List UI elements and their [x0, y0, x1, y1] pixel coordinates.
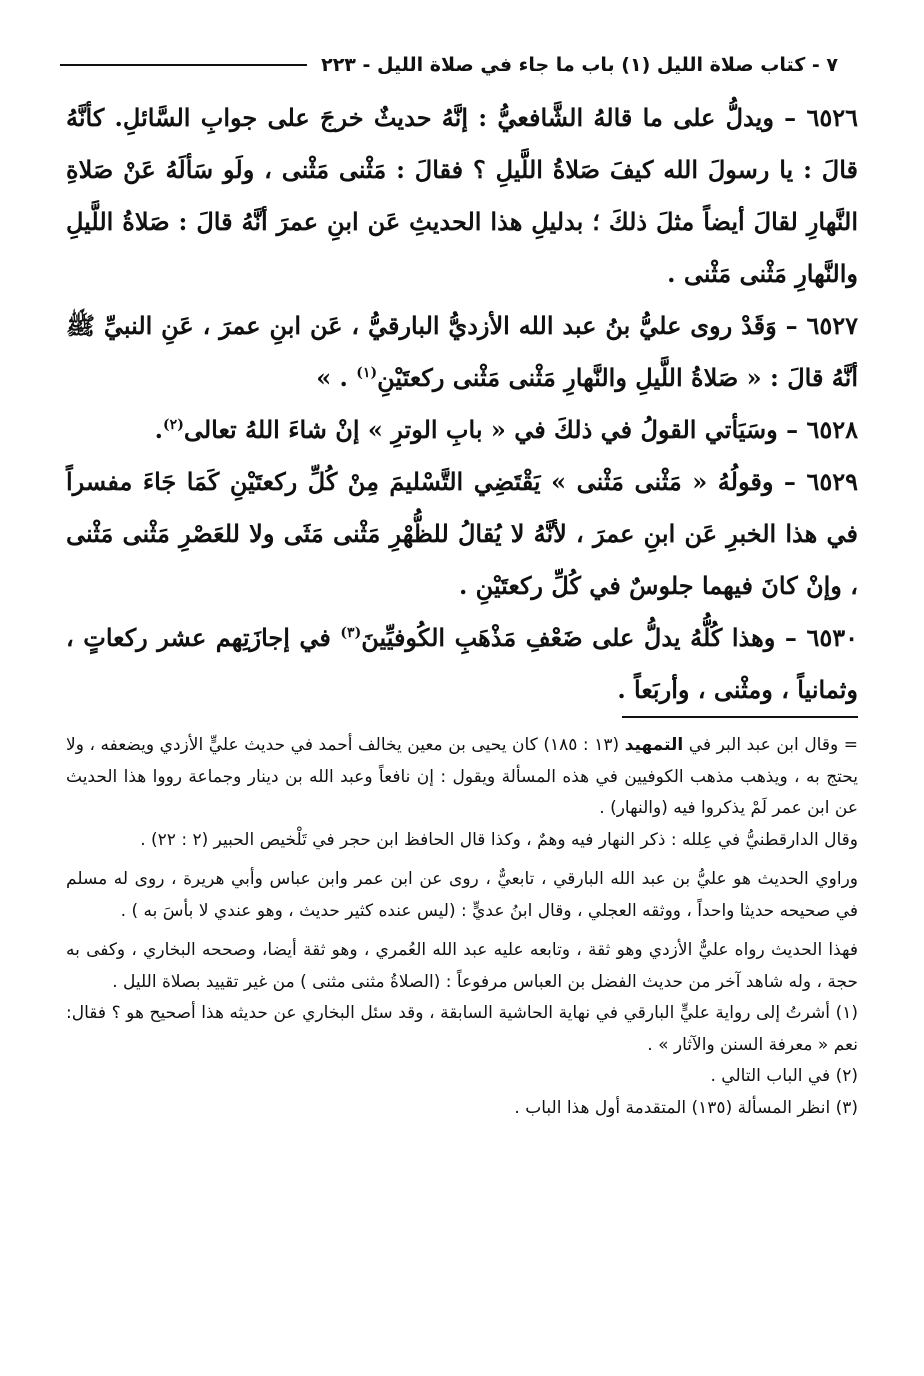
footnote-2: (٢) في الباب التالي .: [710, 1066, 858, 1086]
footnote-text: = وقال ابن عبد البر في: [683, 735, 858, 755]
main-text: [66, 92, 858, 716]
paragraph-text: – ويدلُّ على ما قالهُ الشَّافعيُّ : إنَّهُ حديثٌ خرجَ على جوابِ السَّائلِ. كأنَّهُ قالَ : يا رسولَ الله كيفَ صَلاةُ اللَّيلِ ؟ فقالَ : مَثْنى مَثْنى ، ولَو سَألَهُ عَنْ صَلاةِ النَّهارِ لقالَ أيضاً مثلَ ذلكَ ؛ بدليلِ هذا الحديثِ عَن ابنِ عمرَ أنَّهُ قالَ : صَلاةُ اللَّيلِ والنَّهارِ مَثْنى مَثْنى .: [66, 103, 858, 288]
paragraph-number: ٦٥٢٨: [806, 415, 858, 444]
footnote-summary: فهذا الحديث رواه عليٌّ الأزدي وهو ثقة ، وتابعه عليه عبد الله العُمري ، وهو ثقة أيضا، وصححه البخاري ، وكفى به حجة ، وله شاهد آخر من حديث الفضل بن العباس مرفوعاً : (الصلاةُ مثنى مثنى ) من غير تقييد بصلاة الليل .: [66, 940, 858, 992]
footnotes: [66, 730, 858, 1124]
paragraph-text: – وَقَدْ روى عليُّ بنُ عبد الله الأزديُّ البارقيُّ ، عَن ابنِ عمرَ ، عَنِ النبيِّ ﷺ أنَّهُ قالَ : « صَلاةُ اللَّيلِ والنَّهارِ مَثْنى مَثْنى ركعتَيْنِ: [66, 311, 858, 392]
paragraph-number: ٦٥٢٩: [806, 467, 858, 496]
footnote-text: وقال الدارقطنيُّ في عِلله : ذكر النهار فيه وهمٌ ، وكذا قال الحافظ ابن حجر في تَلْخيص الحبير (٢ : ٢٢) .: [140, 829, 858, 850]
paragraph-number: ٦٥٣٠: [806, 623, 859, 652]
footnote-marker[interactable]: (١): [356, 365, 378, 381]
footnote-marker[interactable]: (٢): [163, 417, 184, 433]
header-title: ٧ - كتاب صلاة الليل (١) باب ما جاء في صلاة الليل - ٢٢٣: [321, 54, 838, 76]
header-rule: [60, 64, 307, 66]
paragraph-6527: [66, 300, 858, 404]
paragraph-text-tail: .: [154, 415, 164, 444]
book-title: التمهيد: [624, 735, 684, 755]
footnote-continuation: [66, 730, 858, 856]
paragraph-6529: [66, 456, 858, 612]
paragraph-number: ٦٥٢٧: [806, 311, 858, 340]
running-header: [60, 50, 838, 80]
paragraph-6530: [66, 612, 858, 716]
paragraph-number: ٦٥٢٦: [806, 103, 858, 132]
paragraph-text: – وهذا كُلُّهُ يدلُّ على ضَعْفِ مَذْهَبِ الكُوفيِّينَ: [361, 623, 797, 652]
paragraph-text: – وسَيَأتي القولُ في ذلكَ في « بابِ الوترِ » إنْ شاءَ اللهُ تعالى: [183, 415, 799, 444]
footnote-3: (٣) انظر المسألة (١٣٥) المتقدمة أول هذا الباب .: [514, 1097, 858, 1118]
footnote-marker[interactable]: (٣): [340, 625, 362, 641]
footnote-text: (١٣ : ١٨٥) كان يحيى بن معين يخالف أحمد في حديث عليٍّ الأزدي ويضعفه ، ولا يحتج به ، ويذهب مذهب الكوفيين في هذه المسألة ويقول : إن نافعاً وعبد الله بن دينار وجماعة رووا هذا الحديث عن ابن عمر لَمْ يذكروا فيه (والنهار) .: [66, 735, 858, 818]
paragraph-text-tail: . »: [316, 363, 357, 392]
paragraph-text-tail: في إجازَتِهم عشر ركعاتٍ ، وثمانياً ، ومثْنى ، وأربَعاً .: [66, 623, 858, 704]
footnote-narrator: وراوي الحديث هو عليُّ بن عبد الله البارقي ، تابعيٌّ ، روى عن ابن عمر وابن عباس وأبي هريرة ، روى له مسلم في صحيحه حديثا واحداً ، ووثقه العجلي ، وقال ابنُ عديٍّ : (ليس عنده كثير حديث ، وهو عندي لا بأسَ به ) .: [66, 869, 858, 921]
footnote-1: (١) أشرتُ إلى رواية عليٍّ البارقي في نهاية الحاشية السابقة ، وقد سئل البخاري عن حديثه هذا أصحيح هو ؟ فقال: نعم « معرفة السنن والآثار » .: [66, 1003, 858, 1055]
paragraph-6526: [66, 92, 858, 300]
paragraph-6528: [66, 404, 858, 456]
paragraph-text: – وقولُهُ « مَثْنى مَثْنى » يَقْتَضِي التَّسْليمَ مِنْ كُلِّ ركعتَيْنِ كَمَا جَاءَ مفسراً في هذا الخبرِ عَن ابنِ عمرَ ، لأنَّهُ لا يُقالُ للظُّهْرِ مَثْنى مَثَى ولا للعَصْرِ مَثْنى مَثْنى ، وإنْ كانَ فيهما جلوسٌ في كُلِّ ركعتَيْنِ .: [66, 467, 858, 600]
footnote-separator: [622, 716, 858, 718]
